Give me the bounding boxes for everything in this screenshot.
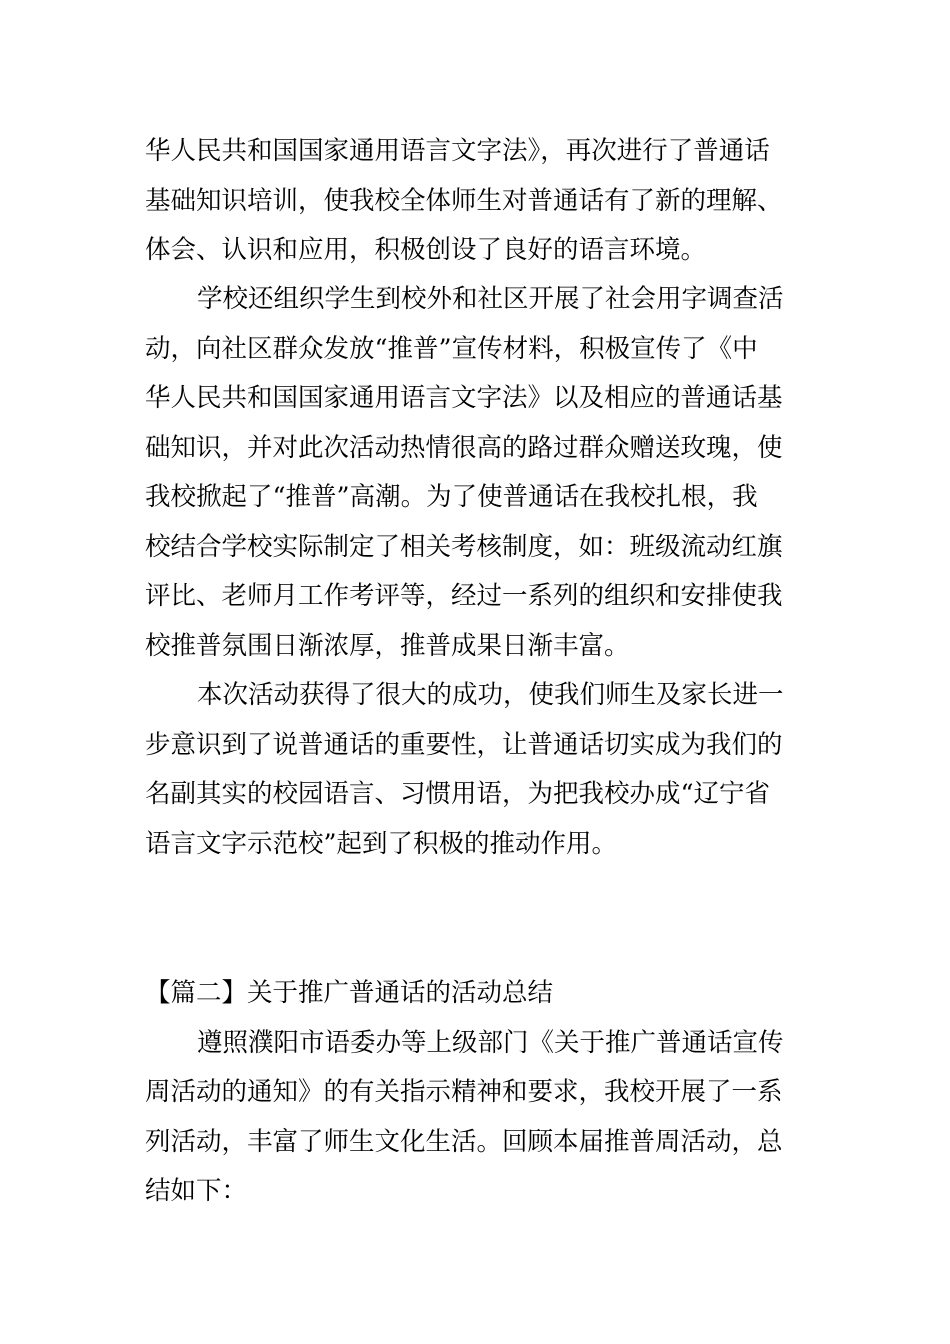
paragraph-line: 动，向社区群众发放“推普”宣传材料，积极宣传了《中 [145,334,758,364]
paragraph-line: 基础知识培训，使我校全体师生对普通话有了新的理解、 [145,186,783,216]
paragraph-line: 我校掀起了“推普”高潮。为了使普通话在我校扎根，我 [145,482,758,512]
paragraph-line: 结如下： [145,1176,248,1206]
paragraph-line: 校推普氛围日渐浓厚，推普成果日渐丰富。 [145,631,630,661]
paragraph-line: 华人民共和国国家通用语言文字法》以及相应的普通话基 [145,383,783,413]
paragraph-line: 学校还组织学生到校外和社区开展了社会用字调查活 [197,284,784,314]
paragraph-line: 本次活动获得了很大的成功，使我们师生及家长进一 [197,680,784,710]
paragraph-line: 华人民共和国国家通用语言文字法》，再次进行了普通话 [145,136,770,166]
paragraph-line: 础知识，并对此次活动热情很高的路过群众赠送玫瑰，使 [145,433,783,463]
paragraph-line: 列活动，丰富了师生文化生活。回顾本届推普周活动，总 [145,1127,783,1157]
paragraph-line: 步意识到了说普通话的重要性，让普通话切实成为我们的 [145,730,783,760]
paragraph-line: 遵照濮阳市语委办等上级部门《关于推广普通话宣传 [197,1028,784,1058]
paragraph-line: 体会、认识和应用，积极创设了良好的语言环境。 [145,235,707,265]
paragraph-line: 语言文字示范校”起到了积极的推动作用。 [145,829,618,859]
paragraph-line: 周活动的通知》的有关指示精神和要求，我校开展了一系 [145,1077,783,1107]
paragraph-line: 校结合学校实际制定了相关考核制度，如：班级流动红旗 [145,532,783,562]
section-heading: 【篇二】关于推广普通话的活动总结 [145,978,554,1008]
paragraph-line: 名副其实的校园语言、习惯用语，为把我校办成“辽宁省 [145,779,771,809]
paragraph-line: 评比、老师月工作考评等，经过一系列的组织和安排使我 [145,581,783,611]
